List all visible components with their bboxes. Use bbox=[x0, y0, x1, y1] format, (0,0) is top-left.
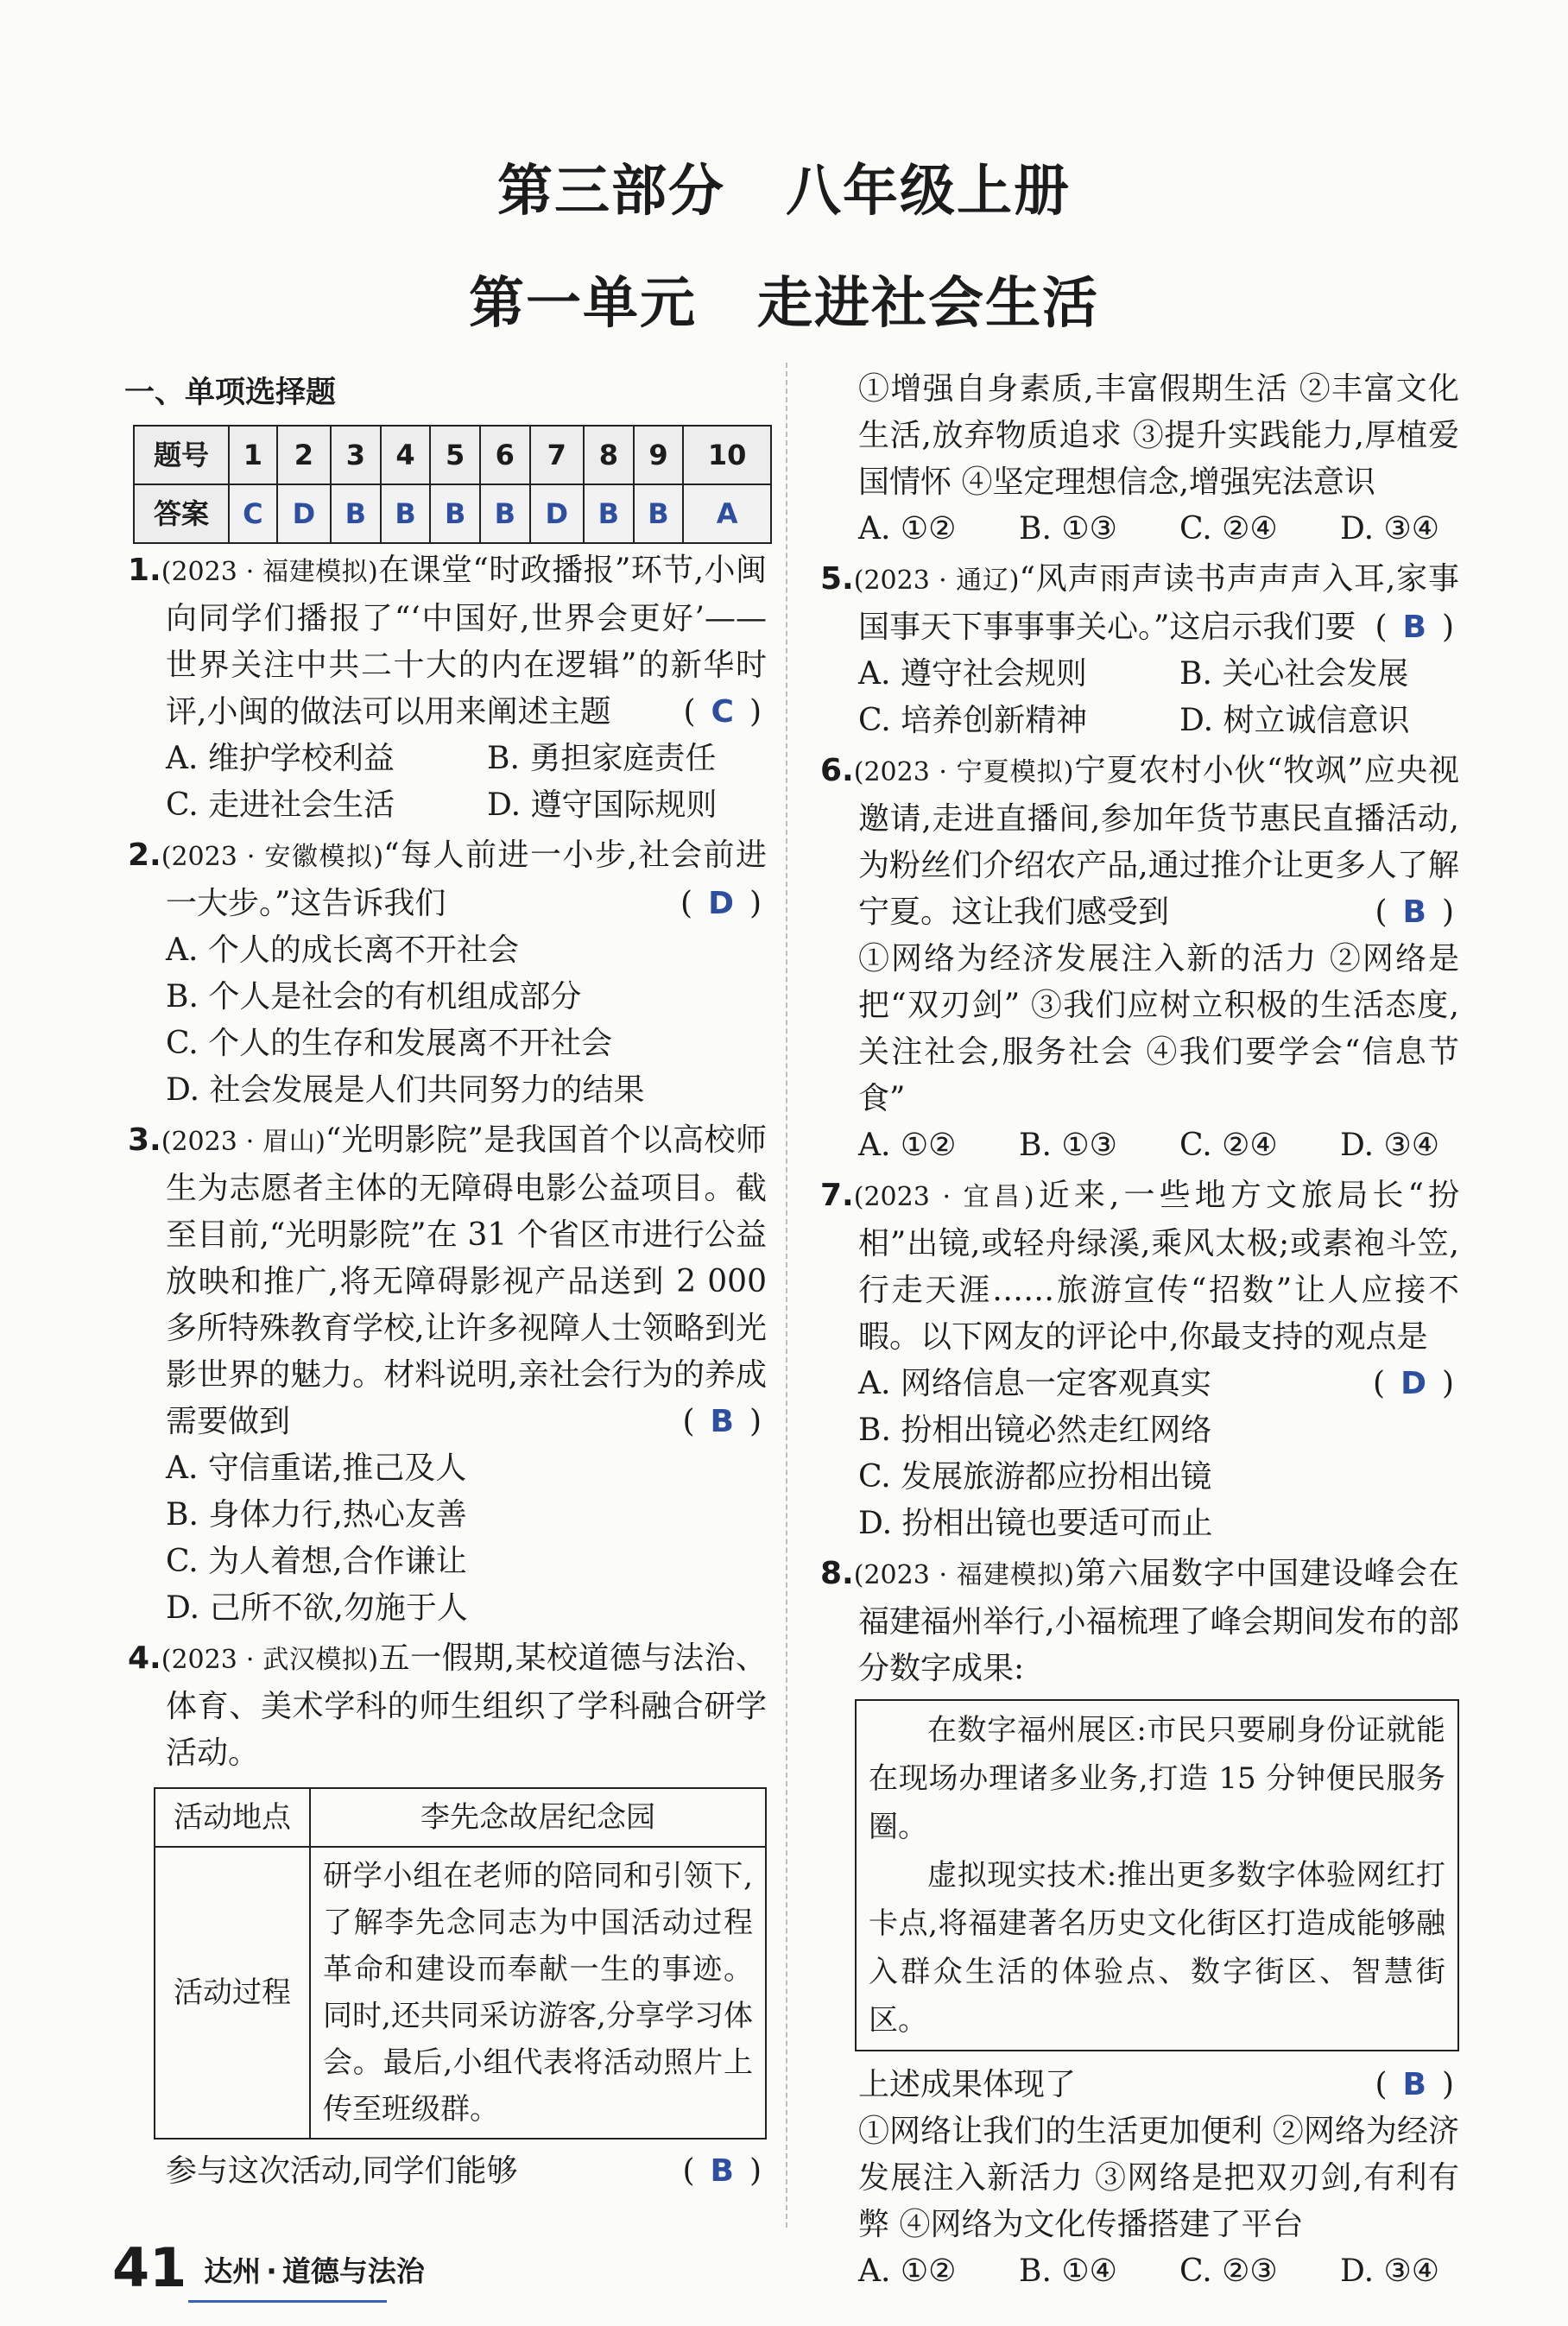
qnum-cell: 9 bbox=[634, 426, 684, 484]
option: C. ②④ bbox=[1179, 1128, 1278, 1163]
answer-mark: ( B ) bbox=[1375, 610, 1454, 645]
option-row bbox=[820, 698, 1459, 744]
activity-table bbox=[154, 1787, 767, 2140]
option: A. ①② bbox=[858, 511, 957, 547]
qnum-cell: 5 bbox=[430, 426, 480, 484]
material-paragraph: 虚拟现实技术:推出更多数字体验网红打卡点,将福建著名历史文化街区打造成能够融入群众生活的体验点、数字街区、智慧街区。 bbox=[869, 1858, 1445, 2038]
qnum-cell: 2 bbox=[277, 426, 331, 484]
unit-title-a: 第一单元 bbox=[469, 272, 697, 336]
question-text: 近来,一些地方文旅局长“扮相”出镜,或轻舟绿溪,乘风太极;或素袍斗笠,行走天涯……旅游宣传“招数”让人应接不暇。以下网友的评论中,你最支持的观点是 bbox=[858, 1178, 1459, 1355]
unit-title bbox=[0, 259, 1568, 338]
option: A. ①② bbox=[858, 1128, 957, 1163]
question-5 bbox=[820, 556, 1459, 744]
qnum-cell: 4 bbox=[381, 426, 431, 484]
option: D. 扮相出镜也要适可而止 bbox=[858, 1506, 1213, 1541]
question-4-continued bbox=[820, 366, 1459, 553]
unit-title-b: 走进社会生活 bbox=[757, 272, 1099, 336]
question-prompt bbox=[128, 2148, 767, 2195]
answer-cell: B bbox=[634, 484, 684, 543]
book-title-dot: · bbox=[266, 2254, 277, 2288]
activity-value: 研学小组在老师的陪同和引领下,了解李先念同志为中国活动过程革命和建设而奉献一生的事迹。同时,还共同采访游客,分享学习体会。最后,小组代表将活动照片上传至班级群。 bbox=[310, 1847, 766, 2139]
qnum-cell: 6 bbox=[480, 426, 530, 484]
option: A. 遵守社会规则 bbox=[858, 656, 1087, 692]
question-source: (2023 · 眉山) bbox=[161, 1127, 326, 1157]
answer-cell: B bbox=[381, 484, 431, 543]
option: A. 网络信息一定客观真实 bbox=[858, 1366, 1211, 1401]
answer-letter: D bbox=[1400, 1366, 1426, 1401]
qnum-cell: 7 bbox=[530, 426, 584, 484]
answer-cell: B bbox=[331, 484, 381, 543]
page-footer bbox=[112, 2236, 425, 2299]
question-source: (2023 · 福建模拟) bbox=[161, 557, 378, 587]
question-text: 第六届数字中国建设峰会在福建福州举行,小福梳理了峰会期间发布的部分数字成果: bbox=[858, 1556, 1459, 1686]
answer-table-a-label: 答案 bbox=[134, 484, 229, 543]
activity-key: 活动过程 bbox=[155, 1847, 310, 2139]
answer-cell: B bbox=[430, 484, 480, 543]
qnum-cell: 10 bbox=[683, 426, 771, 484]
book-title bbox=[204, 2249, 425, 2295]
option: B. ①③ bbox=[1019, 1128, 1117, 1163]
question-stem bbox=[820, 1551, 1459, 1692]
answer-mark: ( B ) bbox=[682, 2153, 762, 2189]
statements: ①增强自身素质,丰富假期生活 ②丰富文化生活,放弃物质追求 ③提升实践能力,厚植爱国情怀 ④坚定理想信念,增强宪法意识 bbox=[858, 371, 1459, 500]
question-text: “风声雨声读书声声声入耳,家事国事天下事事事关心。”这启示我们要 bbox=[858, 561, 1459, 645]
option: D. ③④ bbox=[1340, 2253, 1440, 2289]
question-stem bbox=[128, 1635, 767, 1777]
book-region: 达州 bbox=[204, 2254, 262, 2288]
page-number: 41 bbox=[112, 2236, 187, 2299]
option: D. 社会发展是人们共同努力的结果 bbox=[166, 1072, 645, 1108]
answer-cell: D bbox=[530, 484, 584, 543]
activity-row bbox=[155, 1847, 766, 2139]
question-stem bbox=[128, 1117, 767, 1445]
answer-letter: B bbox=[1402, 894, 1426, 930]
part-title bbox=[0, 147, 1568, 226]
option-row bbox=[128, 736, 767, 782]
option-row bbox=[820, 2248, 1459, 2295]
option: D. 树立诚信意识 bbox=[1179, 703, 1410, 738]
answer-table-header-row bbox=[134, 426, 771, 484]
question-source: (2023 · 宜昌) bbox=[853, 1182, 1034, 1212]
option: D. ③④ bbox=[1340, 511, 1440, 547]
question-stem bbox=[128, 832, 767, 927]
option: C. ②④ bbox=[1179, 511, 1278, 547]
answer-letter: B bbox=[1402, 610, 1426, 645]
statements: ①网络让我们的生活更加便利 ②网络为经济发展注入新活力 ③网络是把双刃剑,有利有弊 ④网络为文化传播搭建了平台 bbox=[858, 2114, 1459, 2242]
question-source: (2023 · 通辽) bbox=[853, 566, 1020, 596]
question-number: 7. bbox=[820, 1178, 854, 1213]
answer-mark: ( B ) bbox=[682, 1404, 762, 1439]
option: B. ①③ bbox=[1019, 511, 1117, 547]
activity-key: 活动地点 bbox=[155, 1788, 310, 1847]
answer-mark: ( C ) bbox=[683, 694, 762, 730]
option: C. 个人的生存和发展离不开社会 bbox=[166, 1026, 613, 1061]
option: A. 维护学校利益 bbox=[166, 741, 395, 776]
question-7 bbox=[820, 1172, 1459, 1547]
option: C. 走进社会生活 bbox=[166, 787, 395, 823]
option: B. 勇担家庭责任 bbox=[487, 741, 717, 776]
answer-mark: ( B ) bbox=[1375, 2067, 1454, 2102]
option: B. 身体力行,热心友善 bbox=[166, 1497, 467, 1533]
option: C. ②③ bbox=[1179, 2253, 1278, 2289]
part-title-b: 八年级上册 bbox=[786, 160, 1071, 224]
option: B. 扮相出镜必然走红网络 bbox=[858, 1413, 1212, 1448]
question-1 bbox=[128, 547, 767, 829]
option: B. 个人是社会的有机组成部分 bbox=[166, 979, 582, 1014]
option-row bbox=[820, 506, 1459, 553]
statements: ①网络为经济发展注入新的活力 ②网络是把“双刃剑” ③我们应树立积极的生活态度,关注社会,服务社会 ④我们要学会“信息节食” bbox=[858, 941, 1459, 1116]
question-number: 6. bbox=[820, 753, 854, 788]
answer-cell: C bbox=[229, 484, 277, 543]
question-stem bbox=[820, 748, 1459, 936]
question-stem bbox=[128, 547, 767, 736]
option: A. 守信重诺,推己及人 bbox=[166, 1451, 467, 1486]
book-subject: 道德与法治 bbox=[281, 2254, 425, 2288]
option: A. ①② bbox=[858, 2253, 957, 2289]
answer-cell: D bbox=[277, 484, 331, 543]
question-number: 2. bbox=[128, 837, 161, 873]
option: D. ③④ bbox=[1340, 1128, 1440, 1163]
question-stem bbox=[820, 556, 1459, 651]
column-divider bbox=[786, 363, 787, 2228]
answer-mark: ( D ) bbox=[680, 886, 762, 921]
answer-mark: ( B ) bbox=[1375, 894, 1454, 930]
answer-table-q-label: 题号 bbox=[134, 426, 229, 484]
answer-mark: ( D ) bbox=[1373, 1366, 1454, 1401]
qnum-cell: 8 bbox=[584, 426, 634, 484]
option: B. 关心社会发展 bbox=[1179, 656, 1409, 692]
answer-cell: B bbox=[480, 484, 530, 543]
qnum-cell: 3 bbox=[331, 426, 381, 484]
option-row bbox=[128, 782, 767, 829]
question-number: 5. bbox=[820, 561, 854, 597]
question-number: 4. bbox=[128, 1640, 161, 1676]
question-2 bbox=[128, 832, 767, 1114]
question-number: 1. bbox=[128, 553, 161, 588]
answer-cell: A bbox=[683, 484, 771, 543]
option-row bbox=[820, 1122, 1459, 1169]
question-source: (2023 · 安徽模拟) bbox=[161, 842, 384, 872]
option: C. 发展旅游都应扮相出镜 bbox=[858, 1459, 1212, 1495]
prompt-text: 上述成果体现了 bbox=[858, 2067, 1077, 2102]
section-heading: 一、单项选择题 bbox=[124, 376, 337, 410]
option-row bbox=[820, 651, 1459, 698]
question-text: “每人前进一小步,社会前进一大步。”这告诉我们 bbox=[166, 837, 767, 921]
left-column bbox=[124, 363, 767, 2195]
question-6 bbox=[820, 748, 1459, 1169]
material-box bbox=[855, 1699, 1459, 2051]
question-4 bbox=[128, 1635, 767, 2195]
question-source: (2023 · 武汉模拟) bbox=[161, 1645, 379, 1675]
answer-cell: B bbox=[584, 484, 634, 543]
question-text: 五一假期,某校道德与法治、体育、美术学科的师生组织了学科融合研学活动。 bbox=[166, 1640, 767, 1771]
part-title-a: 第三部分 bbox=[497, 160, 725, 224]
question-source: (2023 · 福建模拟) bbox=[853, 1560, 1075, 1590]
question-8 bbox=[820, 1551, 1459, 2295]
answer-letter: C bbox=[711, 694, 734, 730]
answer-letter: D bbox=[708, 886, 734, 921]
option: C. 为人着想,合作谦让 bbox=[166, 1544, 467, 1579]
question-text: 宁夏农村小伙“牧飒”应央视邀请,走进直播间,参加年货节惠民直播活动,为粉丝们介绍农产品,通过推介让更多人了解宁夏。这让我们感受到 bbox=[858, 753, 1459, 930]
answer-letter: B bbox=[710, 2153, 734, 2189]
question-number: 3. bbox=[128, 1122, 161, 1158]
question-3 bbox=[128, 1117, 767, 1632]
option: B. ①④ bbox=[1019, 2253, 1117, 2289]
prompt-text: 参与这次活动,同学们能够 bbox=[166, 2153, 518, 2189]
material-paragraph: 在数字福州展区:市民只要刷身份证就能在现场办理诸多业务,打造 15 分钟便民服务圈。 bbox=[869, 1713, 1445, 1844]
option: D. 己所不欲,勿施于人 bbox=[166, 1590, 468, 1626]
qnum-cell: 1 bbox=[229, 426, 277, 484]
option: A. 个人的成长离不开社会 bbox=[166, 932, 519, 968]
activity-value: 李先念故居纪念园 bbox=[310, 1788, 766, 1847]
right-column bbox=[820, 363, 1459, 2295]
answer-letter: B bbox=[710, 1404, 734, 1439]
option: D. 遵守国际规则 bbox=[487, 787, 718, 823]
question-text: 在课堂“时政播报”环节,小闽向同学们播报了“‘中国好,世界会更好’——世界关注中共二十大的内在逻辑”的新华时评,小闽的做法可以用来阐述主题 bbox=[166, 553, 767, 730]
activity-row bbox=[155, 1788, 766, 1847]
question-text: “光明影院”是我国首个以高校师生为志愿者主体的无障碍电影公益项目。截至目前,“光明影院”在 31 个省区市进行公益放映和推广,将无障碍影视产品送到 2 000 多所特殊教育学校,让许多视障人士领略到光影世界的魅力。材料说明,亲社会行为的养成需要做到 bbox=[166, 1122, 767, 1439]
answer-letter: B bbox=[1402, 2067, 1426, 2102]
footer-underline bbox=[188, 2300, 387, 2303]
answer-table-answer-row bbox=[134, 484, 771, 543]
question-prompt bbox=[820, 2062, 1459, 2108]
question-number: 8. bbox=[820, 1556, 854, 1591]
question-source: (2023 · 宁夏模拟) bbox=[853, 757, 1074, 787]
option: C. 培养创新精神 bbox=[858, 703, 1088, 738]
answer-table bbox=[133, 425, 772, 544]
